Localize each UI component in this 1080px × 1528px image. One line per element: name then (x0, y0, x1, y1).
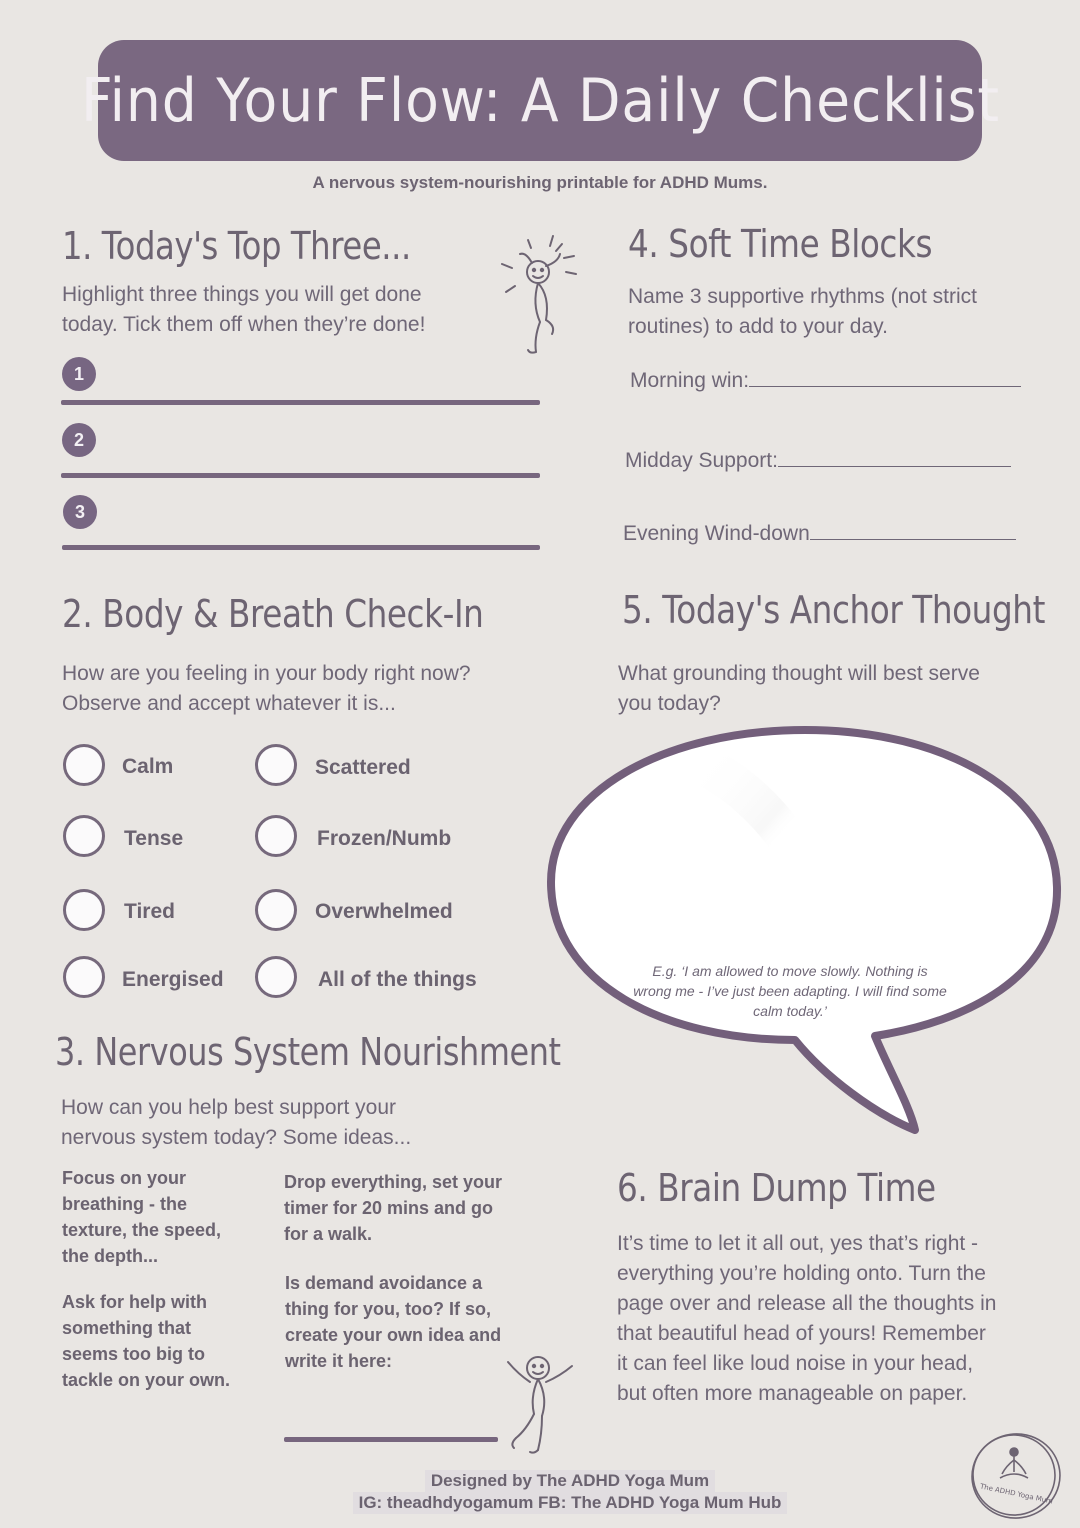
idea-walk (284, 1169, 502, 1247)
idea-ask-for-help (62, 1289, 230, 1393)
checkbox-energised[interactable] (63, 956, 105, 998)
idea-demand-avoidance (285, 1270, 501, 1374)
example-line: E.g. ‘I am allowed to move slowly. Nothing is (652, 963, 928, 979)
write-line[interactable] (284, 1437, 498, 1442)
item-number-badge: 1 (62, 357, 96, 391)
idea-line: Focus on your (62, 1168, 187, 1188)
checkbox-overwhelmed[interactable] (255, 889, 297, 931)
write-line[interactable] (62, 545, 540, 550)
section6-text-line: page over and release all the thoughts in (617, 1292, 997, 1315)
idea-line: create your own idea and (285, 1325, 502, 1345)
section6-heading: 6. Brain Dump Time (617, 1166, 936, 1210)
midday-support-label: Midday Support: (625, 449, 778, 472)
stick-figure-jumping-icon (500, 1352, 580, 1456)
idea-line: breathing - the (62, 1194, 187, 1214)
section5-text (618, 659, 980, 719)
idea-line: for a walk. (284, 1224, 373, 1244)
section4-text-line: Name 3 supportive rhythms (not strict (628, 285, 977, 308)
section2-text-line: How are you feeling in your body right now? (62, 662, 471, 685)
section6-text-line: that beautiful head of yours! Remember (617, 1322, 986, 1345)
checkbox-tired[interactable] (63, 889, 105, 931)
idea-line: Is demand avoidance a (285, 1273, 483, 1293)
example-line: calm today.’ (753, 1003, 827, 1019)
idea-line: texture, the speed, (62, 1220, 222, 1240)
section2-heading: 2. Body & Breath Check-In (62, 592, 484, 636)
section4-text-line: routines) to add to your day. (628, 315, 888, 338)
footer-designed-by: Designed by The ADHD Yoga Mum (425, 1470, 715, 1492)
example-line: wrong me - I’ve just been adapting. I will find some (633, 983, 947, 999)
checkbox-frozen-numb[interactable] (255, 815, 297, 857)
idea-line: the depth... (62, 1246, 158, 1266)
midday-support-field[interactable] (625, 446, 1011, 473)
section1-text (62, 280, 425, 340)
item-number-badge: 2 (62, 423, 96, 457)
idea-line: seems too big to (62, 1344, 206, 1364)
idea-line: Ask for help with (62, 1292, 208, 1312)
option-label: Frozen/Numb (317, 827, 452, 850)
idea-line: tackle on your own. (62, 1370, 231, 1390)
section6-text (617, 1229, 996, 1409)
write-line[interactable] (61, 400, 540, 405)
section5-heading: 5. Today's Anchor Thought (622, 588, 1045, 632)
section5-text-line: What grounding thought will best serve (618, 662, 980, 685)
evening-wind-down-field[interactable] (623, 519, 1016, 546)
idea-line: write it here: (285, 1351, 393, 1371)
checkbox-all-of-the-things[interactable] (255, 956, 297, 998)
evening-wind-down-label: Evening Wind-down (623, 522, 810, 545)
example-thought (600, 961, 980, 1021)
checkbox-scattered[interactable] (255, 744, 297, 786)
page-subtitle: A nervous system-nourishing printable for ADHD Mums. (312, 173, 768, 192)
section4-text (628, 282, 977, 342)
section3-text-line: How can you help best support your (61, 1096, 397, 1119)
option-label: Energised (122, 968, 224, 991)
idea-line: Drop everything, set your (284, 1172, 503, 1192)
section2-text-line: Observe and accept whatever it is... (62, 692, 396, 715)
idea-line: timer for 20 mins and go (284, 1198, 494, 1218)
footer (0, 1470, 1080, 1514)
option-label: Scattered (315, 756, 411, 779)
checkbox-tense[interactable] (63, 815, 105, 857)
option-label: Tense (124, 827, 184, 850)
section2-text (62, 659, 471, 719)
write-line[interactable] (61, 473, 540, 478)
idea-line: something that (62, 1318, 191, 1338)
speech-bubble[interactable] (545, 722, 1065, 1142)
title-banner (80, 40, 1000, 161)
option-label: All of the things (318, 968, 477, 991)
option-label: Tired (124, 900, 175, 923)
idea-line: thing for you, too? If so, (285, 1299, 491, 1319)
morning-win-field[interactable] (630, 366, 1021, 393)
section3-text (61, 1093, 411, 1153)
item-number-badge: 3 (63, 495, 97, 529)
yoga-mum-logo-icon (966, 1428, 1066, 1524)
section4-heading: 4. Soft Time Blocks (628, 222, 933, 266)
svg-text:The ADHD Yoga Mum: The ADHD Yoga Mum (979, 1482, 1054, 1506)
option-label: Overwhelmed (315, 900, 453, 923)
checkbox-calm[interactable] (63, 744, 105, 786)
section6-text-line: It’s time to let it all out, yes that’s right - (617, 1232, 979, 1255)
idea-breathing (62, 1165, 221, 1269)
section6-text-line: but often more manageable on paper. (617, 1382, 968, 1405)
page-title: Find Your Flow: A Daily Checklist (80, 65, 1000, 136)
section5-text-line: you today? (618, 692, 721, 715)
section6-text-line: everything you’re holding onto. Turn the (617, 1262, 986, 1285)
option-label: Calm (122, 755, 174, 778)
stick-figure-cheering-icon (498, 234, 582, 358)
section1-text-line: Highlight three things you will get done (62, 283, 422, 306)
section3-text-line: nervous system today? Some ideas... (61, 1126, 412, 1149)
section1-heading: 1. Today's Top Three... (62, 224, 411, 268)
section6-text-line: it can feel like loud noise in your head, (617, 1352, 974, 1375)
morning-win-label: Morning win: (630, 369, 750, 392)
section1-text-line: today. Tick them off when they’re done! (62, 313, 426, 336)
section3-heading: 3. Nervous System Nourishment (55, 1030, 561, 1074)
footer-socials: IG: theadhdyogamum FB: The ADHD Yoga Mum Hub (353, 1492, 788, 1514)
